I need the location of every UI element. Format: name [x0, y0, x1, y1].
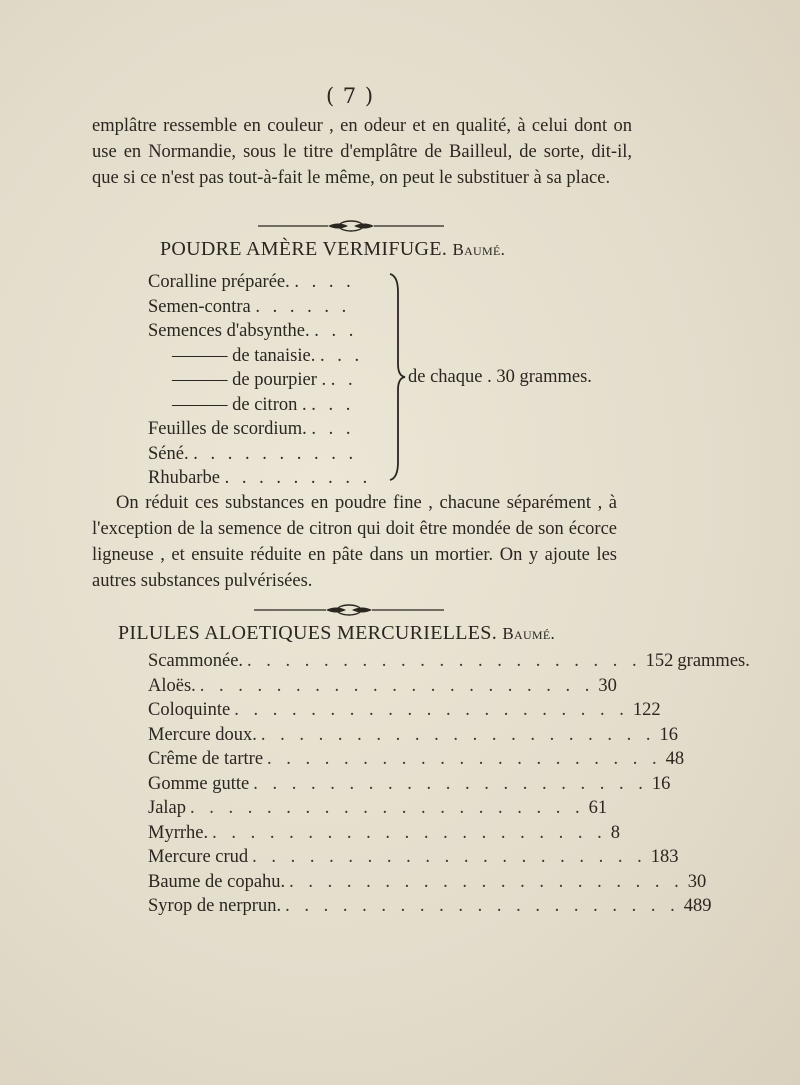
list-item: Rhubarbe . . . . . . . . . — [148, 468, 372, 488]
quantity: 183 — [650, 847, 679, 867]
list-item: Crême de tartre . . . . . . . . . . . . . . . . . . . . . 48 — [148, 747, 618, 772]
curly-brace — [388, 272, 406, 482]
list-item: Coralline préparée. . . . . — [148, 272, 355, 292]
list-item: Feuilles de scordium. . . . — [148, 419, 355, 439]
list-item: Jalap . . . . . . . . . . . . . . . . . . . . . 61 — [148, 796, 618, 821]
section-title-text: POUDRE AMÈRE VERMIFUGE. — [160, 238, 448, 260]
section-title-pilules — [118, 622, 555, 645]
ornamental-divider — [254, 603, 444, 617]
quantity: 16 — [651, 773, 671, 794]
list-item: Coloquinte . . . . . . . . . . . . . . . . . . . . . 122 — [148, 698, 618, 723]
ingredient-list-pilules — [148, 649, 750, 919]
list-item: Syrop de nerprun. . . . . . . . . . . . . . . . . . . . . . 489 — [148, 894, 618, 919]
list-item: ——— de tanaisie. . . . — [172, 345, 364, 366]
section-author: Baumé. — [502, 624, 556, 643]
list-item: ——— de pourpier . . . — [172, 370, 357, 390]
quantity: 16 — [659, 724, 679, 745]
quantity: 30 — [687, 871, 707, 892]
section-author: Baumé. — [452, 240, 506, 259]
list-item: Semences d'absynthe. . . . — [148, 321, 358, 341]
list-item: Myrrhe. . . . . . . . . . . . . . . . . . . . . . 8 — [148, 821, 618, 846]
quantity: 122 — [632, 700, 661, 720]
list-item: Baume de copahu. . . . . . . . . . . . . . . . . . . . . . 30 — [148, 870, 618, 895]
list-item: Séné. . . . . . . . . . . — [148, 443, 358, 464]
list-item: Scammonée. . . . . . . . . . . . . . . . . . . . . . 152 grammes. — [148, 649, 618, 674]
list-item: Gomme gutte . . . . . . . . . . . . . . . . . . . . . 16 — [148, 772, 618, 797]
list-item: Semen-contra . . . . . . — [148, 296, 351, 317]
quantity: 48 — [665, 749, 685, 769]
ingredient-list-poudre — [148, 270, 388, 491]
ornamental-divider — [258, 219, 444, 233]
quantity: 152 grammes. — [645, 651, 750, 671]
brace-note: de chaque . 30 grammes. — [408, 367, 592, 387]
list-item: ——— de citron . . . . — [172, 394, 355, 415]
paragraph-preparation: On réduit ces substances en poudre fine , chacune séparément , à l'exception de la semence de citron qui doit être mondée de son écorce ligneuse , et ensuite réduite en pâte dans un mortier. On y ajoute les autres substances pulvérisées. — [92, 493, 617, 591]
page-number: ( 7 ) — [325, 84, 375, 108]
quantity: 8 — [610, 822, 620, 843]
section-title-poudre — [160, 238, 505, 261]
quantity: 30 — [598, 675, 617, 696]
section-title-text: PILULES ALOETIQUES MERCURIELLES. — [118, 622, 498, 644]
quantity: 489 — [683, 896, 712, 916]
list-item: Aloës. . . . . . . . . . . . . . . . . . . . . . 30 — [148, 674, 618, 699]
quantity: 61 — [588, 798, 608, 818]
list-item: Mercure doux. . . . . . . . . . . . . . . . . . . . . . 16 — [148, 723, 618, 748]
paragraph-emplatre: emplâtre ressemble en couleur , en odeur et en qualité, à celui dont on use en Normandie, sous le titre d'emplâtre de Bailleul, de sorte, dit-il, que si ce n'est pas tout-à-fait le même, on peut le substituer à sa place. — [92, 116, 632, 188]
list-item: Mercure crud . . . . . . . . . . . . . . . . . . . . . 183 — [148, 845, 618, 870]
